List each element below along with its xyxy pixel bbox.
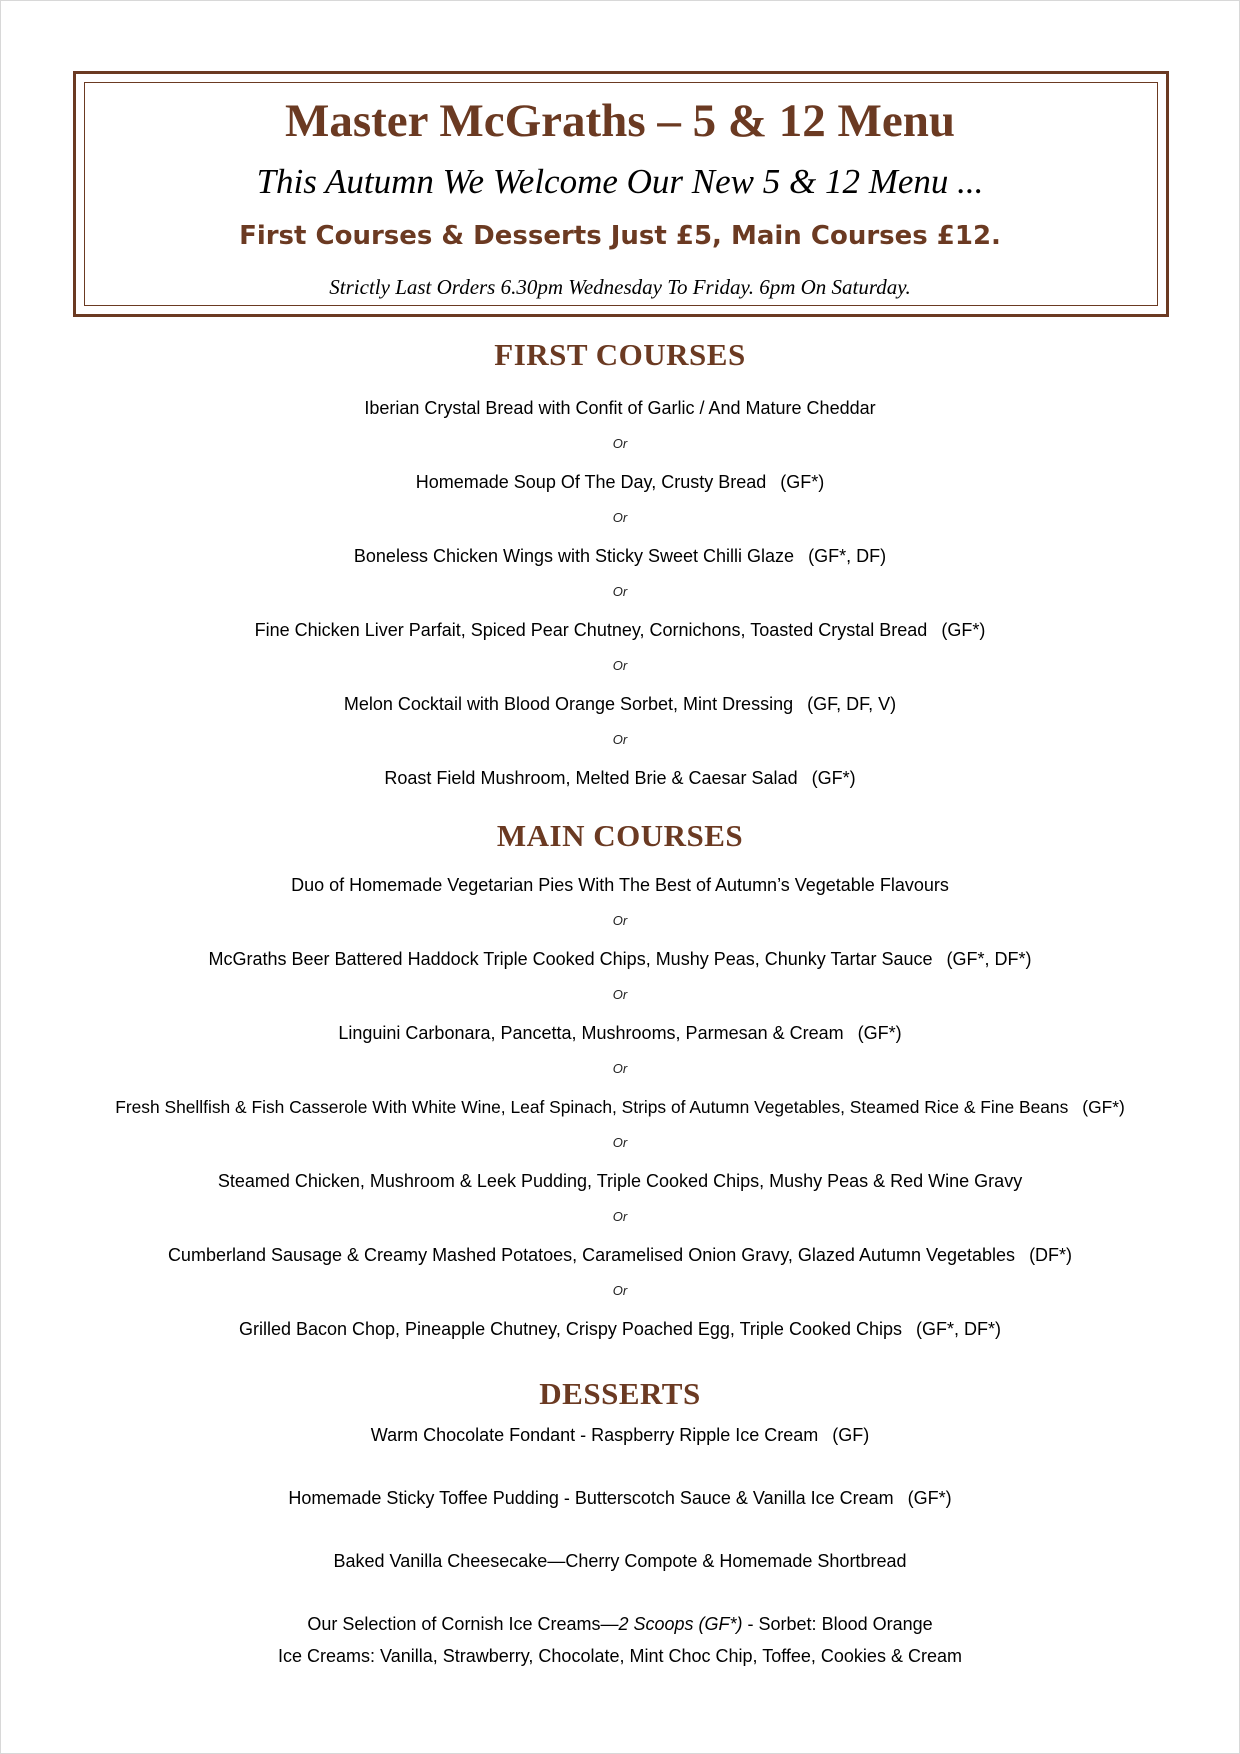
price-offer: First Courses & Desserts Just £5, Main Courses £12. — [239, 221, 1001, 251]
main-course-item: Steamed Chicken, Mushroom & Leek Pudding, Triple Cooked Chips, Mushy Peas & Red Wine Gravy — [217, 1171, 1023, 1191]
first-course-item: Roast Field Mushroom, Melted Brie & Caesar Salad (GF*) — [384, 768, 856, 788]
main-course-item: Grilled Bacon Chop, Pineapple Chutney, Crispy Poached Egg, Triple Cooked Chips (GF*, DF*) — [238, 1319, 1002, 1339]
first-courses-heading: FIRST COURSES — [494, 337, 746, 372]
dietary-tag: (GF*) — [1082, 1097, 1125, 1117]
ice-cream-flavours: Ice Creams: Vanilla, Strawberry, Chocolate, Mint Choc Chip, Toffee, Cookies & Cream — [278, 1646, 962, 1666]
dietary-tag: (GF*, DF*) — [946, 949, 1032, 969]
or-separator: Or — [612, 510, 628, 525]
or-separator: Or — [612, 436, 628, 451]
main-courses-heading: MAIN COURSES — [496, 818, 744, 853]
dessert-item: Homemade Sticky Toffee Pudding - Butterscotch Sauce & Vanilla Ice Cream (GF*) — [288, 1488, 952, 1508]
first-course-item: Fine Chicken Liver Parfait, Spiced Pear Chutney, Cornichons, Toasted Crystal Bread (GF*) — [254, 620, 986, 640]
dietary-tag: (GF*) — [780, 472, 825, 492]
dietary-tag: (GF*) — [811, 768, 856, 788]
desserts-heading: DESSERTS — [539, 1376, 701, 1411]
main-course-item: McGraths Beer Battered Haddock Triple Cooked Chips, Mushy Peas, Chunky Tartar Sauce (GF*, DF*) — [208, 949, 1032, 969]
main-course-item: Fresh Shellfish & Fish Casserole With White Wine, Leaf Spinach, Strips of Autumn Vegetables, Steamed Rice & Fine Beans (GF*) — [115, 1097, 1125, 1117]
dietary-tag: (DF*) — [1029, 1245, 1073, 1265]
dietary-tag: (GF) — [832, 1425, 870, 1445]
dessert-item: Baked Vanilla Cheesecake—Cherry Compote & Homemade Shortbread — [333, 1551, 907, 1571]
or-separator: Or — [612, 1061, 628, 1076]
first-course-item: Homemade Soup Of The Day, Crusty Bread (GF*) — [415, 472, 825, 492]
or-separator: Or — [612, 584, 628, 599]
dietary-tag: (GF*, DF) — [808, 546, 887, 566]
or-separator: Or — [612, 658, 628, 673]
or-separator: Or — [612, 1283, 628, 1298]
main-course-item: Cumberland Sausage & Creamy Mashed Potatoes, Caramelised Onion Gravy, Glazed Autumn Vegetables (DF*) — [167, 1245, 1073, 1265]
menu-subtitle: This Autumn We Welcome Our New 5 & 12 Menu ... — [256, 162, 984, 201]
dietary-tag: (GF*) — [907, 1488, 952, 1508]
menu-title: Master McGraths – 5 & 12 Menu — [284, 95, 956, 147]
dietary-tag: (GF*) — [941, 620, 986, 640]
or-separator: Or — [612, 987, 628, 1002]
last-orders-note: Strictly Last Orders 6.30pm Wednesday To Friday. 6pm On Saturday. — [329, 275, 911, 299]
first-course-item: Melon Cocktail with Blood Orange Sorbet, Mint Dressing (GF, DF, V) — [343, 694, 897, 714]
dietary-tag: (GF*) — [857, 1023, 902, 1043]
or-separator: Or — [612, 732, 628, 747]
or-separator: Or — [612, 913, 628, 928]
or-separator: Or — [612, 1209, 628, 1224]
dessert-item: Warm Chocolate Fondant - Raspberry Ripple Ice Cream (GF) — [370, 1425, 870, 1445]
or-separator: Or — [612, 1135, 628, 1150]
dietary-tag: (GF, DF, V) — [807, 694, 897, 714]
main-course-item: Linguini Carbonara, Pancetta, Mushrooms, Parmesan & Cream (GF*) — [338, 1023, 902, 1043]
first-course-item: Boneless Chicken Wings with Sticky Sweet Chilli Glaze (GF*, DF) — [353, 546, 887, 566]
first-course-item: Iberian Crystal Bread with Confit of Garlic / And Mature Cheddar — [364, 398, 876, 418]
main-course-item: Duo of Homemade Vegetarian Pies With The Best of Autumn’s Vegetable Flavours — [291, 875, 949, 895]
dietary-tag: (GF*, DF*) — [916, 1319, 1002, 1339]
ice-cream-selection: Our Selection of Cornish Ice Creams—2 Scoops (GF*) - Sorbet: Blood Orange — [307, 1614, 933, 1634]
